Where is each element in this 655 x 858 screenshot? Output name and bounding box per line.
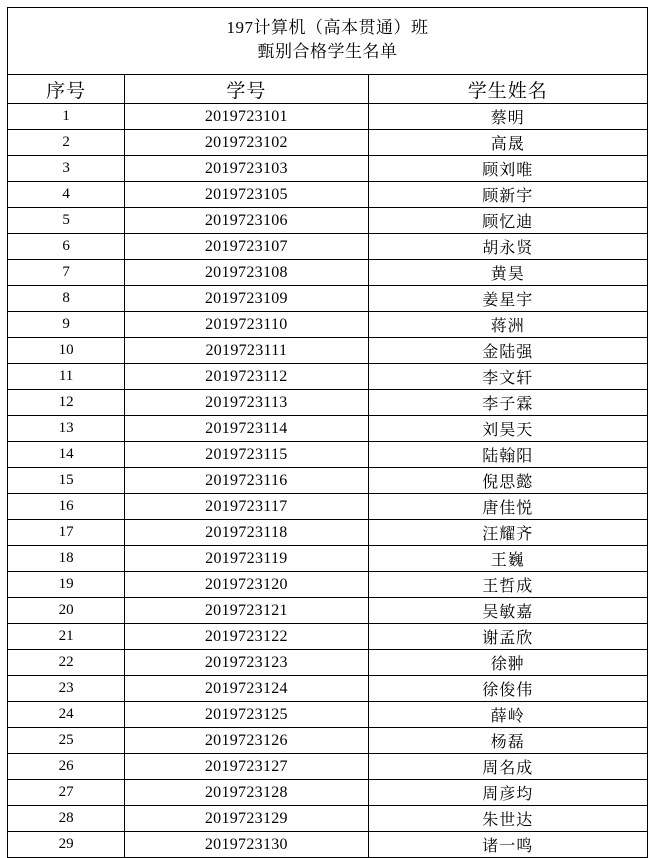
cell-student-id: 2019723119 [125,546,368,572]
cell-student-name: 杨磊 [368,728,647,754]
cell-student-name: 周彦均 [368,780,647,806]
table-row [8,728,648,754]
cell-student-id: 2019723121 [125,598,368,624]
table-row [8,494,648,520]
cell-student-name: 顾新宇 [368,182,647,208]
cell-no: 5 [8,208,125,234]
cell-student-id: 2019723129 [125,806,368,832]
cell-student-id: 2019723112 [125,364,368,390]
cell-student-id: 2019723123 [125,650,368,676]
cell-student-name: 蔡明 [368,104,647,130]
table-row [8,416,648,442]
cell-student-id: 2019723105 [125,182,368,208]
cell-student-name: 谢孟欣 [368,624,647,650]
cell-no: 29 [8,832,125,858]
table-row [8,130,648,156]
table-row [8,806,648,832]
cell-student-name: 唐佳悦 [368,494,647,520]
cell-no: 22 [8,650,125,676]
table-row [8,442,648,468]
cell-student-name: 周名成 [368,754,647,780]
cell-no: 13 [8,416,125,442]
cell-no: 9 [8,312,125,338]
cell-student-id: 2019723113 [125,390,368,416]
cell-student-id: 2019723118 [125,520,368,546]
cell-student-name: 金陆强 [368,338,647,364]
cell-student-name: 高晟 [368,130,647,156]
column-header-student-id: 学号 [125,75,368,104]
table-row [8,572,648,598]
cell-student-name: 刘昊天 [368,416,647,442]
cell-no: 10 [8,338,125,364]
cell-student-id: 2019723124 [125,676,368,702]
cell-student-id: 2019723130 [125,832,368,858]
table-row [8,338,648,364]
cell-no: 16 [8,494,125,520]
cell-student-id: 2019723126 [125,728,368,754]
title-row [8,8,648,75]
cell-no: 11 [8,364,125,390]
table-row [8,468,648,494]
cell-no: 14 [8,442,125,468]
cell-student-name: 朱世达 [368,806,647,832]
title-line-1: 197计算机（高本贯通）班 [226,18,429,37]
cell-student-name: 李文轩 [368,364,647,390]
column-header-student-name: 学生姓名 [368,75,647,104]
cell-no: 8 [8,286,125,312]
table-body [8,8,648,858]
cell-no: 26 [8,754,125,780]
cell-student-name: 诸一鸣 [368,832,647,858]
cell-no: 1 [8,104,125,130]
cell-no: 15 [8,468,125,494]
cell-no: 25 [8,728,125,754]
cell-no: 28 [8,806,125,832]
cell-no: 2 [8,130,125,156]
cell-student-id: 2019723114 [125,416,368,442]
cell-student-id: 2019723120 [125,572,368,598]
cell-no: 17 [8,520,125,546]
cell-student-name: 李子霖 [368,390,647,416]
cell-no: 19 [8,572,125,598]
document-title [8,8,648,75]
table-row [8,676,648,702]
table-row [8,702,648,728]
cell-no: 18 [8,546,125,572]
cell-student-id: 2019723115 [125,442,368,468]
cell-student-name: 陆翰阳 [368,442,647,468]
table-row [8,364,648,390]
cell-no: 24 [8,702,125,728]
table-row [8,104,648,130]
cell-student-name: 蒋洲 [368,312,647,338]
cell-no: 4 [8,182,125,208]
cell-student-name: 王哲成 [368,572,647,598]
table-row [8,156,648,182]
student-roster-table [7,7,648,858]
cell-no: 27 [8,780,125,806]
cell-student-id: 2019723127 [125,754,368,780]
cell-no: 3 [8,156,125,182]
table-row [8,832,648,858]
cell-student-id: 2019723107 [125,234,368,260]
cell-student-id: 2019723103 [125,156,368,182]
cell-student-name: 汪耀齐 [368,520,647,546]
table-row [8,234,648,260]
cell-student-name: 徐俊伟 [368,676,647,702]
cell-student-name: 胡永贤 [368,234,647,260]
cell-student-id: 2019723117 [125,494,368,520]
table-row [8,182,648,208]
table-row [8,650,648,676]
cell-student-id: 2019723111 [125,338,368,364]
cell-student-id: 2019723110 [125,312,368,338]
cell-student-name: 徐翀 [368,650,647,676]
cell-no: 6 [8,234,125,260]
table-row [8,598,648,624]
table-row [8,390,648,416]
table-row [8,312,648,338]
table-row [8,754,648,780]
title-line-2: 甄别合格学生名单 [257,42,398,61]
cell-student-id: 2019723109 [125,286,368,312]
cell-student-id: 2019723101 [125,104,368,130]
cell-student-id: 2019723122 [125,624,368,650]
cell-student-name: 黄昊 [368,260,647,286]
cell-student-id: 2019723128 [125,780,368,806]
cell-student-name: 王巍 [368,546,647,572]
cell-student-id: 2019723108 [125,260,368,286]
cell-student-name: 姜星宇 [368,286,647,312]
cell-no: 21 [8,624,125,650]
table-header-row [8,75,648,104]
table-row [8,208,648,234]
table-row [8,624,648,650]
cell-student-name: 吴敏嘉 [368,598,647,624]
cell-student-name: 薛岭 [368,702,647,728]
table-row [8,260,648,286]
cell-no: 7 [8,260,125,286]
cell-no: 12 [8,390,125,416]
table-row [8,520,648,546]
cell-student-name: 倪思懿 [368,468,647,494]
cell-no: 23 [8,676,125,702]
table-row [8,780,648,806]
cell-student-id: 2019723102 [125,130,368,156]
table-row [8,546,648,572]
cell-student-id: 2019723125 [125,702,368,728]
cell-student-name: 顾刘唯 [368,156,647,182]
cell-student-id: 2019723106 [125,208,368,234]
cell-no: 20 [8,598,125,624]
column-header-no: 序号 [8,75,125,104]
table-row [8,286,648,312]
cell-student-id: 2019723116 [125,468,368,494]
cell-student-name: 顾忆迪 [368,208,647,234]
